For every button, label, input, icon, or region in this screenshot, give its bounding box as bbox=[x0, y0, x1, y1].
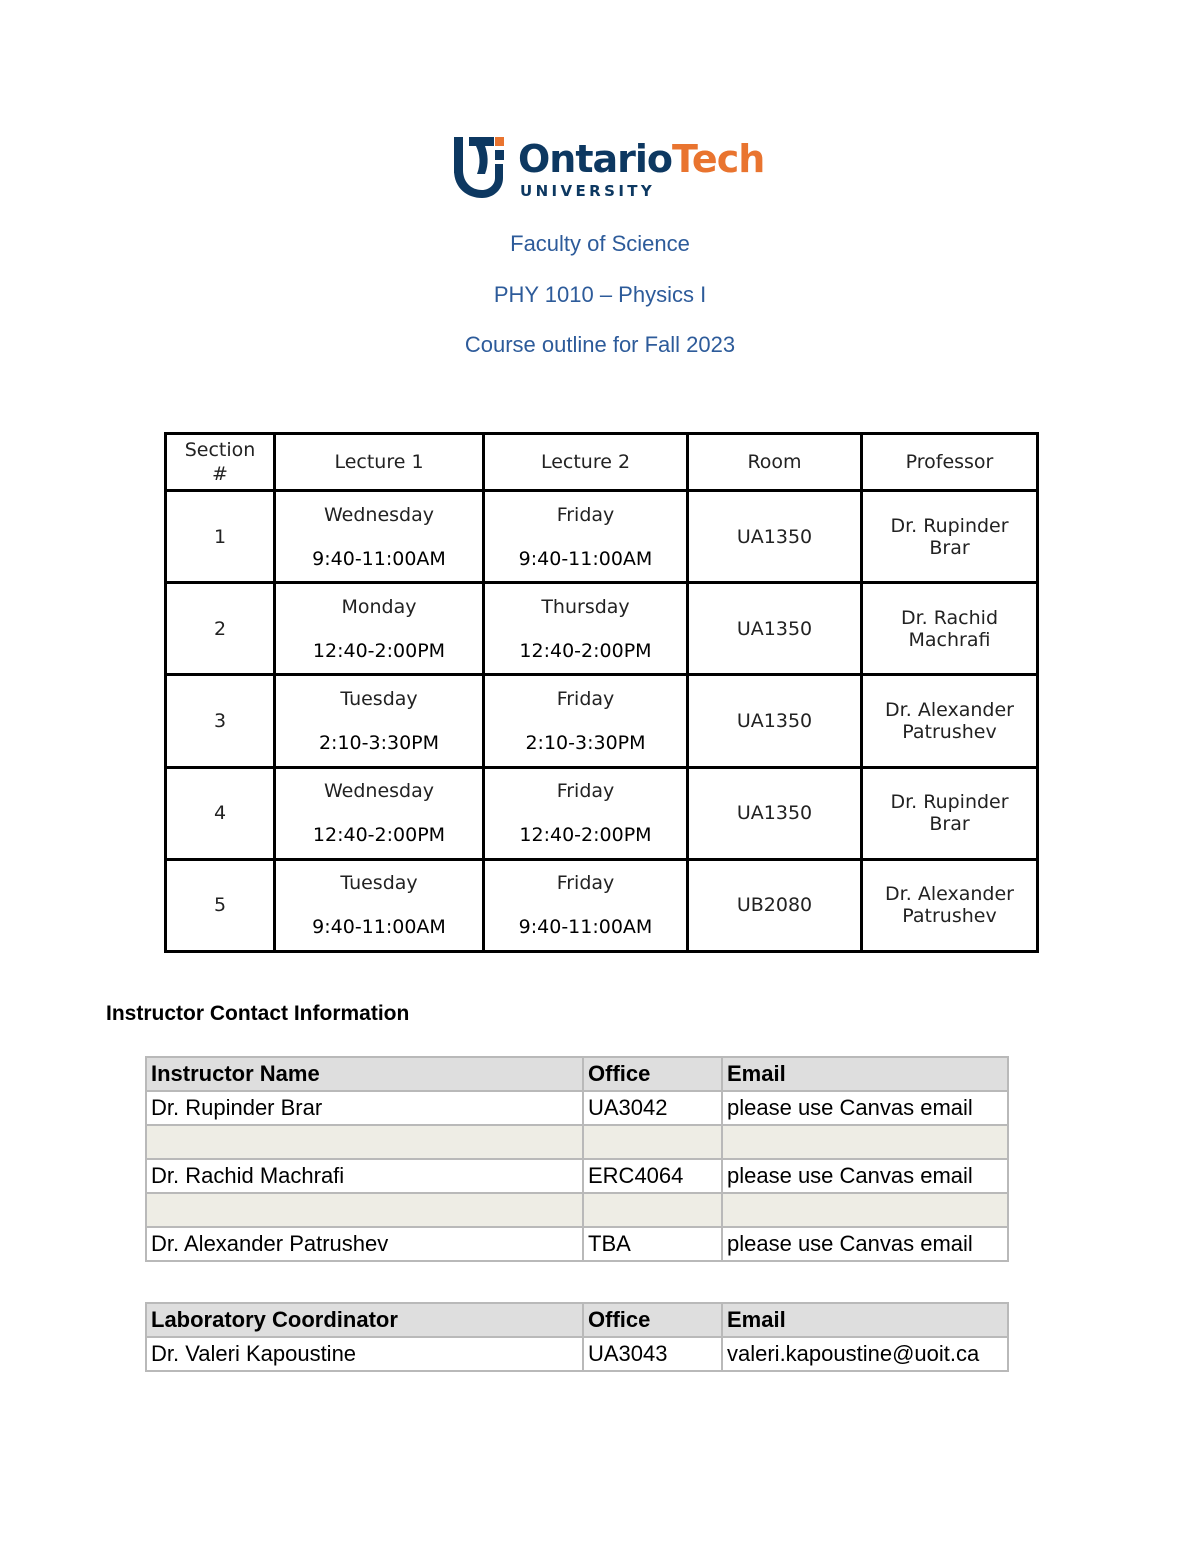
lecture2-time: 9:40-11:00AM bbox=[518, 547, 653, 570]
room-cell: UA1350 bbox=[688, 490, 862, 582]
professor-cell bbox=[862, 675, 1038, 767]
professor-name-line1: Dr. Rupinder bbox=[890, 514, 1009, 537]
professor-name-line1: Dr. Rupinder bbox=[890, 791, 1009, 814]
lecture1-cell bbox=[275, 859, 484, 951]
section-number: 2 bbox=[166, 583, 275, 675]
lecture2-day: Thursday bbox=[541, 595, 630, 618]
lecture2-day: Friday bbox=[556, 780, 615, 803]
ontario-tech-logo bbox=[452, 134, 765, 206]
section-number: 1 bbox=[166, 490, 275, 582]
section-number: 4 bbox=[166, 767, 275, 859]
schedule-row bbox=[166, 583, 1038, 675]
lecture1-day: Tuesday bbox=[340, 872, 418, 895]
instructor-email: please use Canvas email bbox=[722, 1159, 1008, 1193]
room-cell: UB2080 bbox=[688, 859, 862, 951]
lecture1-cell bbox=[275, 583, 484, 675]
instructor-row bbox=[146, 1227, 1008, 1261]
coordinator-email: valeri.kapoustine@uoit.ca bbox=[722, 1337, 1008, 1371]
lecture1-day: Wednesday bbox=[323, 503, 434, 526]
logo-subtitle: UNIVERSITY bbox=[520, 182, 656, 200]
blank-row bbox=[146, 1193, 1008, 1227]
lecture2-day: Friday bbox=[556, 872, 615, 895]
professor-name-line2: Machrafi bbox=[908, 628, 991, 651]
instructor-name: Dr. Alexander Patrushev bbox=[146, 1227, 583, 1261]
instructor-office: ERC4064 bbox=[583, 1159, 722, 1193]
schedule-row bbox=[166, 767, 1038, 859]
lecture2-time: 12:40-2:00PM bbox=[519, 639, 652, 662]
lecture1-cell bbox=[275, 767, 484, 859]
col-header-office: Office bbox=[583, 1057, 722, 1091]
professor-name-line2: Brar bbox=[929, 536, 970, 559]
professor-cell bbox=[862, 490, 1038, 582]
logo-brand-part2: Tech bbox=[672, 137, 765, 181]
lecture1-day: Tuesday bbox=[340, 687, 418, 710]
room-cell: UA1350 bbox=[688, 583, 862, 675]
room-cell: UA1350 bbox=[688, 767, 862, 859]
lecture2-cell bbox=[484, 767, 688, 859]
professor-name-line1: Dr. Alexander bbox=[885, 883, 1014, 906]
col-header-lecture1: Lecture 1 bbox=[275, 434, 484, 491]
instructor-name: Dr. Rupinder Brar bbox=[146, 1091, 583, 1125]
instructor-name: Dr. Rachid Machrafi bbox=[146, 1159, 583, 1193]
col-header-lecture2: Lecture 2 bbox=[484, 434, 688, 491]
lab-header-row bbox=[146, 1303, 1008, 1337]
professor-name-line2: Brar bbox=[929, 813, 970, 836]
lecture1-time: 2:10-3:30PM bbox=[318, 731, 440, 754]
section-number: 3 bbox=[166, 675, 275, 767]
section-number: 5 bbox=[166, 859, 275, 951]
faculty-title: Faculty of Science bbox=[510, 231, 690, 256]
instructor-email: please use Canvas email bbox=[722, 1227, 1008, 1261]
instructor-contact-table bbox=[145, 1056, 1009, 1262]
coordinator-office: UA3043 bbox=[583, 1337, 722, 1371]
lecture1-day: Monday bbox=[341, 595, 417, 618]
lab-coordinator-table bbox=[145, 1302, 1009, 1372]
instructor-header-row bbox=[146, 1057, 1008, 1091]
lecture1-time: 12:40-2:00PM bbox=[312, 824, 446, 847]
lecture2-cell bbox=[484, 675, 688, 767]
instructor-row bbox=[146, 1091, 1008, 1125]
col-header-instructor-name: Instructor Name bbox=[146, 1057, 583, 1091]
ontario-tech-shield-icon bbox=[452, 134, 508, 202]
lecture2-cell bbox=[484, 490, 688, 582]
lab-coordinator-row bbox=[146, 1337, 1008, 1371]
outline-title: Course outline for Fall 2023 bbox=[464, 332, 736, 357]
col-header-lab-coordinator: Laboratory Coordinator bbox=[146, 1303, 583, 1337]
lecture1-time: 12:40-2:00PM bbox=[312, 639, 446, 662]
lecture1-day: Wednesday bbox=[323, 780, 434, 803]
instructor-office: TBA bbox=[583, 1227, 722, 1261]
lecture2-day: Friday bbox=[556, 503, 615, 526]
contact-section-heading: Instructor Contact Information bbox=[106, 1002, 410, 1025]
col-header-professor: Professor bbox=[862, 434, 1038, 491]
col-header-section: Section # bbox=[166, 434, 275, 491]
blank-row bbox=[146, 1125, 1008, 1159]
coordinator-name: Dr. Valeri Kapoustine bbox=[146, 1337, 583, 1371]
course-title: PHY 1010 – Physics I bbox=[493, 282, 707, 307]
professor-cell bbox=[862, 583, 1038, 675]
lecture1-time: 9:40-11:00AM bbox=[312, 916, 446, 939]
lecture2-time: 9:40-11:00AM bbox=[518, 916, 653, 939]
instructor-office: UA3042 bbox=[583, 1091, 722, 1125]
lecture2-cell bbox=[484, 583, 688, 675]
section-schedule-table bbox=[164, 432, 1039, 953]
schedule-row bbox=[166, 675, 1038, 767]
room-cell: UA1350 bbox=[688, 675, 862, 767]
lecture1-cell bbox=[275, 675, 484, 767]
instructor-email: please use Canvas email bbox=[722, 1091, 1008, 1125]
lecture1-cell bbox=[275, 490, 484, 582]
professor-name-line2: Patrushev bbox=[902, 905, 997, 928]
lecture2-time: 2:10-3:30PM bbox=[525, 731, 646, 754]
professor-cell bbox=[862, 767, 1038, 859]
professor-name-line1: Dr. Rachid bbox=[900, 606, 999, 629]
schedule-row bbox=[166, 490, 1038, 582]
schedule-row bbox=[166, 859, 1038, 951]
professor-cell bbox=[862, 859, 1038, 951]
col-header-email: Email bbox=[722, 1303, 1008, 1337]
professor-name-line2: Patrushev bbox=[902, 720, 997, 743]
instructor-row bbox=[146, 1159, 1008, 1193]
lecture2-time: 12:40-2:00PM bbox=[519, 824, 652, 847]
professor-name-line1: Dr. Alexander bbox=[885, 698, 1014, 721]
col-header-email: Email bbox=[722, 1057, 1008, 1091]
lecture2-cell bbox=[484, 859, 688, 951]
logo-brand-part1: Ontario bbox=[518, 137, 673, 181]
lecture1-time: 9:40-11:00AM bbox=[312, 547, 446, 570]
schedule-header-row bbox=[166, 434, 1038, 491]
col-header-office: Office bbox=[583, 1303, 722, 1337]
lecture2-day: Friday bbox=[556, 687, 615, 710]
col-header-room: Room bbox=[688, 434, 862, 491]
